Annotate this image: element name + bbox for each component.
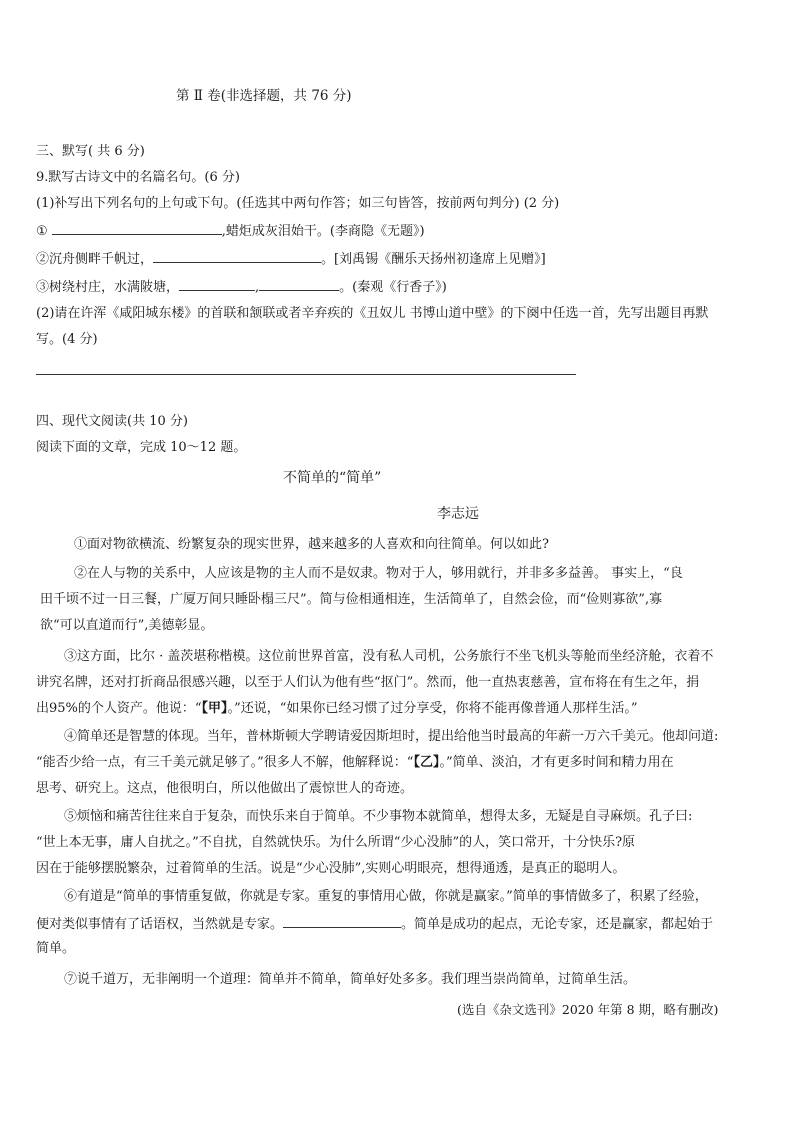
fill-item-2 <box>36 248 546 270</box>
paragraph-2-line-1: ②在人与物的关系中，人应该是物的主人而不是奴隶。物对于人，够用就行，并非多多益善。 事实上，“良 <box>74 566 683 581</box>
fill-item-3 <box>36 276 447 298</box>
paragraph-3-line-3-start: 出95%的个人资产。他说：“ <box>36 701 202 716</box>
paragraph-6-line-2-start: 便对类似事情有了话语权，当然就是专家。 <box>36 917 284 932</box>
paragraph-7: ⑦说千道万，无非阐明一个道理：简单并不简单，简单好处多多。我们理当崇尚简单，过简单生活。 <box>64 972 637 987</box>
fill-item-1-prefix: ① <box>36 224 48 239</box>
fill-item-2-prefix: ②沉舟侧畔千帆过， <box>36 252 154 267</box>
paragraph-3-line-3 <box>36 699 638 719</box>
paragraph-6-line-2-end: 。简单是成功的起点，无论专家，还是赢家，都起始于 <box>401 917 714 932</box>
part3-heading: 三、默写( 共 6 分) <box>36 144 145 159</box>
paragraph-3-line-3-end: 。”还说，“如果你已经习惯了过分享受，你将不能再像普通人那样生活。” <box>227 701 638 716</box>
reading-instruction: 阅读下面的文章，完成 10～12 题。 <box>36 440 247 455</box>
paragraph-3-line-1: ③这方面，比尔 · 盖茨堪称楷模。这位前世界首富，没有私人司机，公务旅行不坐飞机头等舱而坐经济舱，衣着不 <box>64 649 714 664</box>
sub-question-2-line-1: (2)请在许浑《咸阳城东楼》的首联和颔联或者辛弃疾的《丑奴儿 书博山道中壁》的下阕中任选一首，先写出题目再默 <box>36 306 709 321</box>
paragraph-6-line-3: 简单。 <box>36 941 76 956</box>
placeholder-yi: 【乙】 <box>413 755 440 770</box>
part4-heading: 四、现代文阅读(共 10 分) <box>36 414 188 429</box>
sub-question-2-line-2: 写。(4 分) <box>36 332 98 347</box>
paragraph-6-line-1: ⑥有道是“简单的事情重复做，你就是专家。重复的事情用心做，你就是赢家。”简单的事情做多了，积累了经验， <box>64 889 708 904</box>
fill-item-1-suffix: ,蜡炬成灰泪始干。(李商隐《无题》) <box>221 224 425 239</box>
answer-blank-3a[interactable] <box>179 276 255 291</box>
answer-line[interactable] <box>36 374 576 375</box>
fill-item-1 <box>36 220 425 242</box>
paragraph-2-line-2: 田千顷不过一日三餐，广厦万间只睡卧榻三尺”。简与俭相通相连，生活简单了，自然会俭，而“俭则寡欲”,寡 <box>40 592 663 607</box>
question-9: 9.默写古诗文中的名篇名句。(6 分) <box>36 170 240 185</box>
paragraph-4-line-2-start: “能否少给一点，有三千美元就足够了。”很多人不解，他解释说：“ <box>36 755 414 770</box>
article-title: 不简单的“简单” <box>283 470 382 486</box>
paragraph-5-line-1: ⑤烦恼和痛苦往往来自于复杂，而快乐来自于简单。不少事物本就简单，想得太多，无疑是自寻麻烦。孔子曰: <box>64 809 693 824</box>
paragraph-5-line-2: “世上本无事，庸人自扰之。”不自扰，自然就快乐。为什么所谓“少心没肺”的人，笑口常开，十分快乐?原 <box>36 835 636 850</box>
source-citation: (选自《杂文选刊》2020 年第 8 期，略有删改) <box>457 1002 719 1017</box>
fill-item-3-mid: , <box>255 280 260 295</box>
sub-question-1: (1)补写出下列名句的上句或下句。(任选其中两句作答；如三句皆答，按前两句判分) (2 分) <box>36 196 560 211</box>
article-author: 李志远 <box>437 506 479 522</box>
answer-blank-3b[interactable] <box>259 276 339 291</box>
fill-item-2-suffix: 。[刘禹锡《酬乐天扬州初逢席上见赠》] <box>321 252 546 267</box>
paragraph-2-line-3: 欲“可以直道而行”,美德彰显。 <box>40 618 214 633</box>
paragraph-4-line-2 <box>36 753 674 773</box>
answer-blank-12[interactable] <box>283 913 401 928</box>
paragraph-5-line-3: 因在于能够摆脱繁杂，过着简单的生活。说是“少心没肺”,实则心明眼亮，想得通透，是真正的聪明人。 <box>36 861 626 876</box>
paragraph-1: ①面对物欲横流、纷繁复杂的现实世界，越来越多的人喜欢和向往简单。何以如此? <box>74 537 549 552</box>
section-title: 第 Ⅱ 卷(非选择题，共 76 分) <box>176 88 352 104</box>
paragraph-4-line-1: ④简单还是智慧的体现。当年，普林斯顿大学聘请爱因斯坦时，提出给他当时最高的年薪一万六千美元。他却问道: <box>64 729 719 744</box>
placeholder-jia: 【甲】 <box>201 701 228 716</box>
answer-blank-1[interactable] <box>52 220 222 235</box>
paragraph-3-line-2: 讲究名牌，还对打折商品很感兴趣，以至于人们认为他有些“抠门”。然而，他一直热衷慈善，宣布将在有生之年，捐 <box>36 675 700 690</box>
answer-blank-2[interactable] <box>153 248 321 263</box>
fill-item-3-prefix: ③树绕村庄，水满陂塘， <box>36 280 180 295</box>
fill-item-3-suffix: 。(秦观《行香子》) <box>339 280 447 295</box>
paragraph-4-line-3: 思考、研究上。这点，他很明白，所以他做出了震惊世人的奇迹。 <box>36 781 414 796</box>
paragraph-4-line-2-end: 。”简单、淡泊，才有更多时间和精力用在 <box>439 755 674 770</box>
paragraph-6-line-2 <box>36 913 713 935</box>
